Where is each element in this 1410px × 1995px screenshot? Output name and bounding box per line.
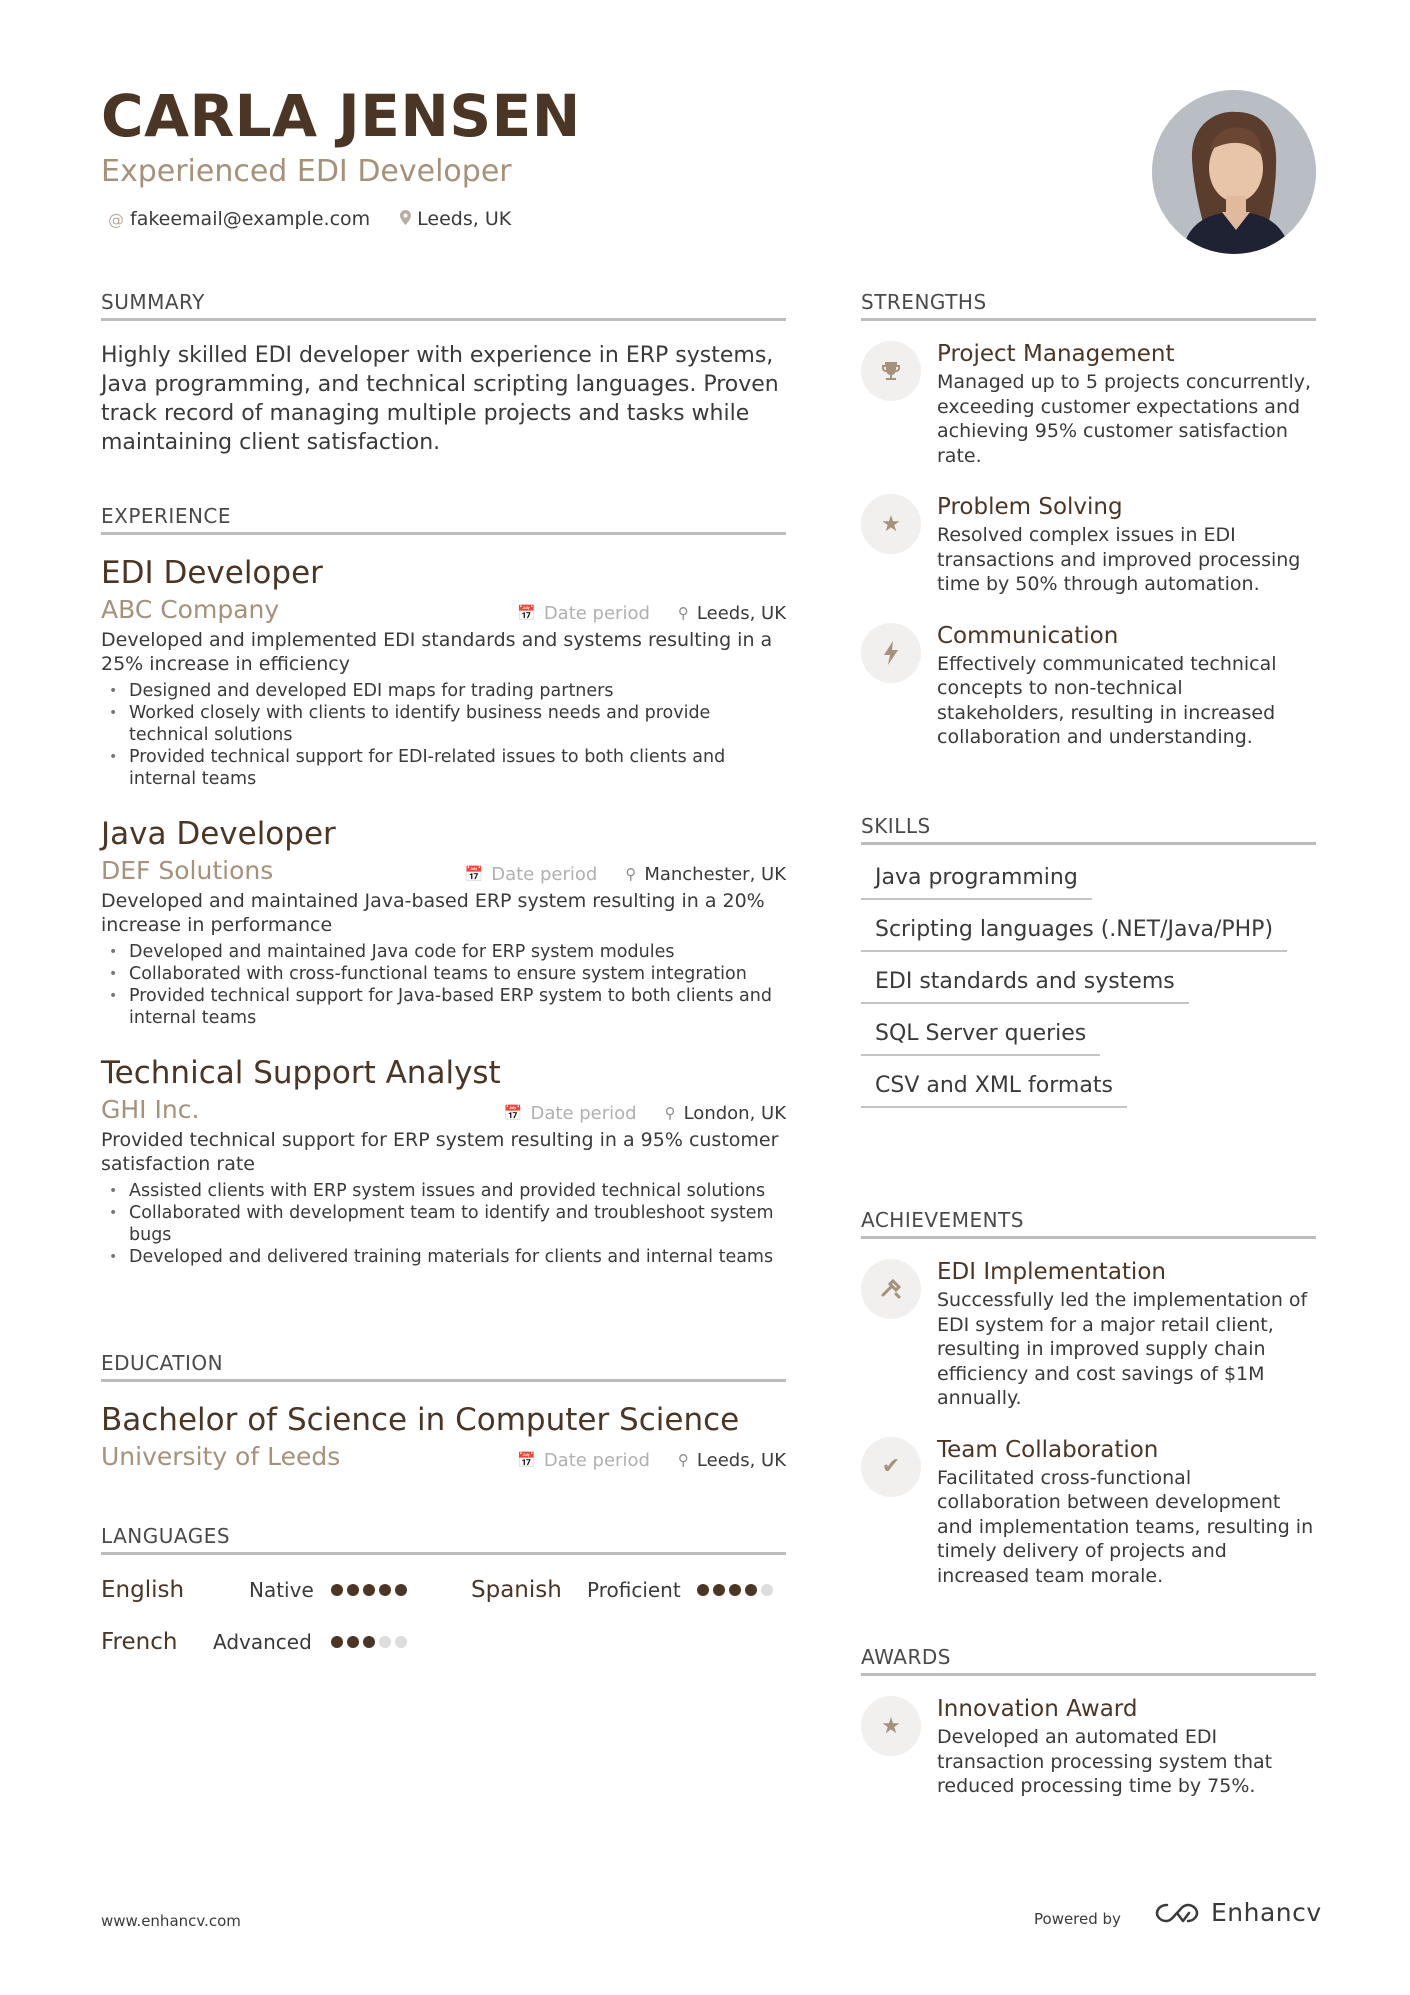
job-bullet: • Collaborated with development team to identify and troubleshoot system bugs — [101, 1202, 786, 1246]
summary-heading: SUMMARY — [101, 290, 786, 321]
school-name: University of Leeds — [101, 1442, 341, 1471]
rating-dot-filled — [697, 1584, 709, 1596]
job-location-text: Leeds, UK — [696, 602, 786, 624]
calendar-icon: 📅 — [503, 1104, 523, 1122]
job-bullets — [101, 680, 786, 790]
rating-dot-empty — [761, 1584, 773, 1596]
job-meta — [517, 603, 786, 624]
strength-desc: Effectively communicated technical concepts to non-technical stakeholders, resulting in increased collaboration and understanding. — [937, 652, 1277, 748]
language-name: English — [101, 1577, 185, 1603]
achievements-heading: ACHIEVEMENTS — [861, 1208, 1316, 1239]
achievement-desc: Successfully led the implementation of EDI system for a major retail client, resulting in improved supply chain efficiency and cost savings of $1M annually. — [937, 1289, 1308, 1409]
education-entry — [101, 1402, 786, 1471]
achievement-title: Team Collaboration — [937, 1436, 1159, 1463]
job-entry — [101, 555, 786, 790]
achievements-section — [861, 1208, 1316, 1588]
language-rating — [331, 1636, 407, 1648]
contact-email[interactable] — [108, 208, 370, 230]
job-bullet: • Provided technical support for EDI-related issues to both clients and internal teams — [101, 746, 786, 790]
star-icon: ★ — [861, 494, 921, 554]
rating-dot-filled — [745, 1584, 757, 1596]
language-level: Native — [249, 1578, 314, 1602]
education-date-text: Date period — [543, 1449, 650, 1471]
skills-list — [861, 865, 1316, 1108]
summary-section — [101, 290, 786, 457]
skills-heading: SKILLS — [861, 814, 1316, 845]
footer-powered-by: Powered by — [1034, 1910, 1121, 1928]
enhancv-logo[interactable] — [1153, 1898, 1322, 1927]
experience-heading: EXPERIENCE — [101, 504, 786, 535]
contact-location — [400, 208, 511, 230]
job-meta — [465, 864, 786, 885]
rating-dot-filled — [379, 1584, 391, 1596]
achievement-item — [861, 1437, 1316, 1589]
candidate-name: CARLA JENSEN — [101, 82, 581, 150]
languages-row-1 — [101, 1577, 786, 1603]
rating-dot-empty — [379, 1636, 391, 1648]
job-title: Technical Support Analyst — [101, 1055, 501, 1091]
achievement-title: EDI Implementation — [937, 1259, 1166, 1285]
job-bullet: • Collaborated with cross-functional teams to ensure system integration — [101, 963, 786, 985]
lightning-icon — [861, 623, 921, 683]
education-meta — [517, 1450, 786, 1471]
language-level: Proficient — [587, 1578, 681, 1602]
job-location-text: Manchester, UK — [644, 863, 786, 885]
tools-icon — [861, 1259, 921, 1319]
job-bullet: • Developed and delivered training materials for clients and internal teams — [101, 1246, 786, 1268]
education-section — [101, 1351, 786, 1471]
star-icon: ★ — [861, 1696, 921, 1756]
language-item — [101, 1629, 407, 1655]
rating-dot-filled — [331, 1636, 343, 1648]
job-location — [665, 1103, 786, 1124]
location-pin-icon — [400, 210, 411, 229]
job-date-text: Date period — [530, 1102, 637, 1124]
achievement-item — [861, 1259, 1316, 1411]
job-entry — [101, 816, 786, 1029]
enhancv-logo-icon — [1153, 1901, 1201, 1925]
strength-title: Problem Solving — [937, 494, 1123, 520]
job-bullet: • Assisted clients with ERP system issues and provided technical solutions — [101, 1180, 786, 1202]
location-pin-icon: ⚲ — [677, 1451, 689, 1469]
languages-section — [101, 1524, 786, 1655]
rating-dot-filled — [363, 1636, 375, 1648]
location-pin-icon: ⚲ — [664, 1104, 676, 1122]
strength-title: Project Management — [937, 341, 1175, 367]
job-bullets — [101, 941, 786, 1029]
job-bullets — [101, 1180, 786, 1268]
strength-item — [861, 623, 1316, 750]
job-date — [517, 603, 650, 624]
summary-text: Highly skilled EDI developer with experience in ERP systems, Java programming, and technical scripting languages. Proven track record of managing multiple projects and tasks while maintaining client satisfaction. — [101, 343, 779, 455]
strengths-heading: STRENGTHS — [861, 290, 1316, 321]
trophy-icon — [861, 341, 921, 401]
rating-dot-filled — [347, 1636, 359, 1648]
job-company: ABC Company — [101, 595, 280, 624]
strength-item — [861, 341, 1316, 468]
strength-title: Communication — [937, 622, 1119, 649]
language-item — [471, 1577, 773, 1603]
job-company-row — [101, 595, 786, 624]
degree-title: Bachelor of Science in Computer Science — [101, 1402, 740, 1438]
checkmark-icon: ✔ — [861, 1437, 921, 1497]
experience-section — [101, 504, 786, 1268]
languages-heading: LANGUAGES — [101, 1524, 786, 1555]
job-bullet: • Designed and developed EDI maps for trading partners — [101, 680, 786, 702]
language-level: Advanced — [213, 1630, 312, 1654]
location-pin-icon: ⚲ — [677, 604, 689, 622]
education-location — [678, 1450, 786, 1471]
skill-tag: SQL Server queries — [861, 1021, 1100, 1056]
job-company: DEF Solutions — [101, 856, 274, 885]
job-title: EDI Developer — [101, 555, 323, 591]
language-rating — [697, 1584, 773, 1596]
rating-dot-filled — [395, 1584, 407, 1596]
calendar-icon: 📅 — [464, 865, 484, 883]
skill-tag: EDI standards and systems — [861, 969, 1189, 1004]
education-heading: EDUCATION — [101, 1351, 786, 1382]
at-icon: @ — [108, 209, 124, 229]
job-bullet: • Provided technical support for Java-based ERP system to both clients and internal teams — [101, 985, 786, 1029]
awards-section — [861, 1645, 1316, 1799]
education-school-row — [101, 1442, 786, 1471]
job-bullet: • Developed and maintained Java code for ERP system modules — [101, 941, 786, 963]
footer-url[interactable]: www.enhancv.com — [101, 1912, 241, 1930]
awards-heading: AWARDS — [861, 1645, 1316, 1676]
language-rating — [331, 1584, 407, 1596]
job-location-text: London, UK — [683, 1102, 786, 1124]
language-item — [101, 1577, 471, 1603]
rating-dot-filled — [729, 1584, 741, 1596]
job-meta — [504, 1103, 786, 1124]
job-description: Developed and implemented EDI standards and systems resulting in a 25% increase in efficiency — [101, 629, 773, 675]
language-name: French — [101, 1629, 178, 1655]
strength-desc: Resolved complex issues in EDI transactions and improved processing time by 50% through automation. — [937, 524, 1301, 595]
education-location-text: Leeds, UK — [696, 1449, 786, 1471]
award-item — [861, 1696, 1316, 1799]
award-desc: Developed an automated EDI transaction processing system that reduced processing time by 75%. — [937, 1726, 1273, 1797]
calendar-icon: 📅 — [517, 604, 536, 622]
location-pin-icon: ⚲ — [625, 865, 637, 883]
location-text: Leeds, UK — [417, 208, 512, 230]
strength-desc: Managed up to 5 projects concurrently, exceeding customer expectations and achieving 95% customer satisfaction rate. — [937, 371, 1312, 467]
candidate-role: Experienced EDI Developer — [101, 154, 512, 189]
strengths-section — [861, 290, 1316, 750]
skill-tag: Java programming — [861, 865, 1092, 900]
language-name: Spanish — [471, 1577, 562, 1603]
job-entry — [101, 1055, 786, 1268]
job-date-text: Date period — [543, 602, 650, 624]
rating-dot-filled — [713, 1584, 725, 1596]
skills-section — [861, 814, 1316, 1125]
education-date — [517, 1450, 650, 1471]
job-company: GHI Inc. — [101, 1095, 200, 1124]
job-company-row — [101, 1095, 786, 1124]
job-company-row — [101, 856, 786, 885]
award-title: Innovation Award — [937, 1696, 1138, 1722]
job-bullet: • Worked closely with clients to identify business needs and provide technical solutions — [101, 702, 786, 746]
achievement-desc: Facilitated cross-functional collaboration between development and implementation teams, resulting in timely delivery of projects and increased team morale. — [937, 1466, 1314, 1587]
contact-row — [108, 208, 511, 230]
job-description: Developed and maintained Java-based ERP system resulting in a 20% increase in performance — [101, 890, 765, 936]
rating-dot-filled — [363, 1584, 375, 1596]
languages-row-2 — [101, 1629, 786, 1655]
job-date-text: Date period — [491, 863, 598, 885]
calendar-icon: 📅 — [517, 1451, 536, 1469]
skill-tag: CSV and XML formats — [861, 1073, 1127, 1108]
rating-dot-empty — [395, 1636, 407, 1648]
rating-dot-filled — [347, 1584, 359, 1596]
enhancv-brand-name: Enhancv — [1211, 1898, 1322, 1927]
skill-tag: Scripting languages (.NET/Java/PHP) — [861, 917, 1287, 952]
job-location — [625, 864, 786, 885]
strength-item — [861, 494, 1316, 597]
profile-photo — [1152, 90, 1316, 254]
job-location — [678, 603, 786, 624]
email-text: fakeemail@example.com — [130, 208, 371, 230]
job-title: Java Developer — [101, 816, 336, 852]
job-description: Provided technical support for ERP system resulting in a 95% customer satisfaction rate — [101, 1129, 779, 1175]
job-date — [465, 864, 598, 885]
job-date — [504, 1103, 637, 1124]
rating-dot-filled — [331, 1584, 343, 1596]
